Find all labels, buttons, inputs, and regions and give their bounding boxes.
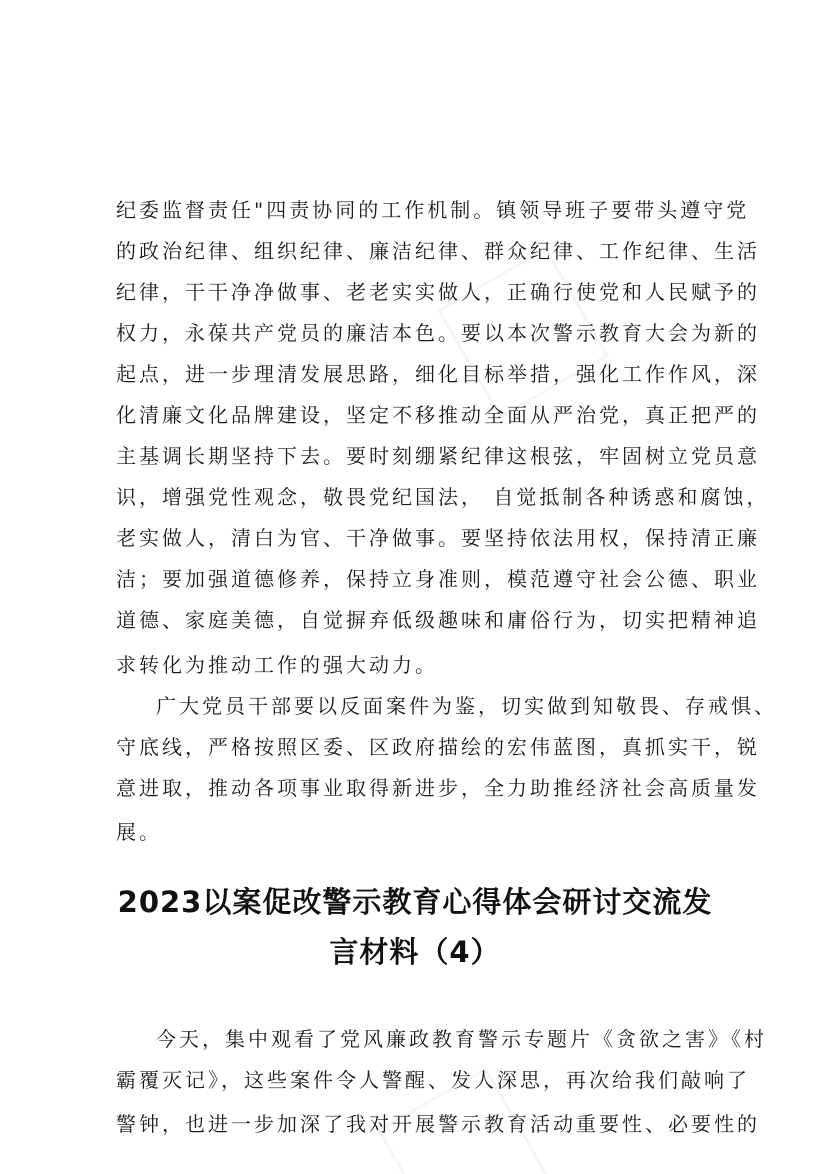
paragraph-line: 的政治纪律、组织纪律、廉洁纪律、群众纪律、工作纪律、生活 [116,239,760,263]
paragraph-line: 老实做人，清白为官、干净做事。要坚持依法用权，保持清正廉 [116,526,760,550]
paragraph-line: 权力，永葆共产党员的廉洁本色。要以本次警示教育大会为新的 [116,321,760,345]
paragraph-line: 道德、家庭美德，自觉摒弃低级趣味和庸俗行为，切实把精神追 [116,608,760,632]
paragraph-line: 起点，进一步理清发展思路，细化目标举措，强化工作作风，深 [116,362,760,386]
section-heading: 言材料（4） [329,935,501,969]
paragraph-line: 意进取，推动各项事业取得新进步，全力助推经济社会高质量发 [116,776,760,800]
paragraph-line: 纪委监督责任"四责协同的工作机制。镇领导班子要带头遵守党 [116,198,750,222]
paragraph-line: 化清廉文化品牌建设，坚定不移推动全面从严治党，真正把严的 [116,403,760,427]
paragraph-line: 广大党员干部要以反面案件为鉴，切实做到知敬畏、存戒惧、 [156,694,777,718]
paragraph-line: 守底线，严格按照区委、区政府描绘的宏伟蓝图，真抓实干，锐 [116,735,760,759]
paragraph-line: 求转化为推动工作的强大动力。 [116,653,438,677]
paragraph-line: 主基调长期坚持下去。要时刻绷紧纪律这根弦，牢固树立党员意 [116,444,760,468]
paragraph-line: 纪律，干干净净做事、老老实实做人，正确行使党和人民赋予的 [116,280,760,304]
paragraph-line: 展。 [116,820,162,844]
paragraph-line: 识，增强党性观念，敬畏党纪国法， 自觉抵制各种诱惑和腐蚀， [116,485,770,509]
paragraph-line: 霸覆灭记》，这些案件令人警醒、发人深思，再次给我们敲响了 [116,1068,750,1092]
paragraph-line: 警钟，也进一步加深了我对开展警示教育活动重要性、必要性的 [116,1112,760,1136]
section-heading: 2023以案促改警示教育心得体会研讨交流发 [117,885,713,919]
paragraph-line: 洁；要加强道德修养，保持立身准则，模范遵守社会公德、职业 [116,567,760,591]
paragraph-line: 今天，集中观看了党风廉政教育警示专题片《贪欲之害》《村 [156,1027,767,1051]
